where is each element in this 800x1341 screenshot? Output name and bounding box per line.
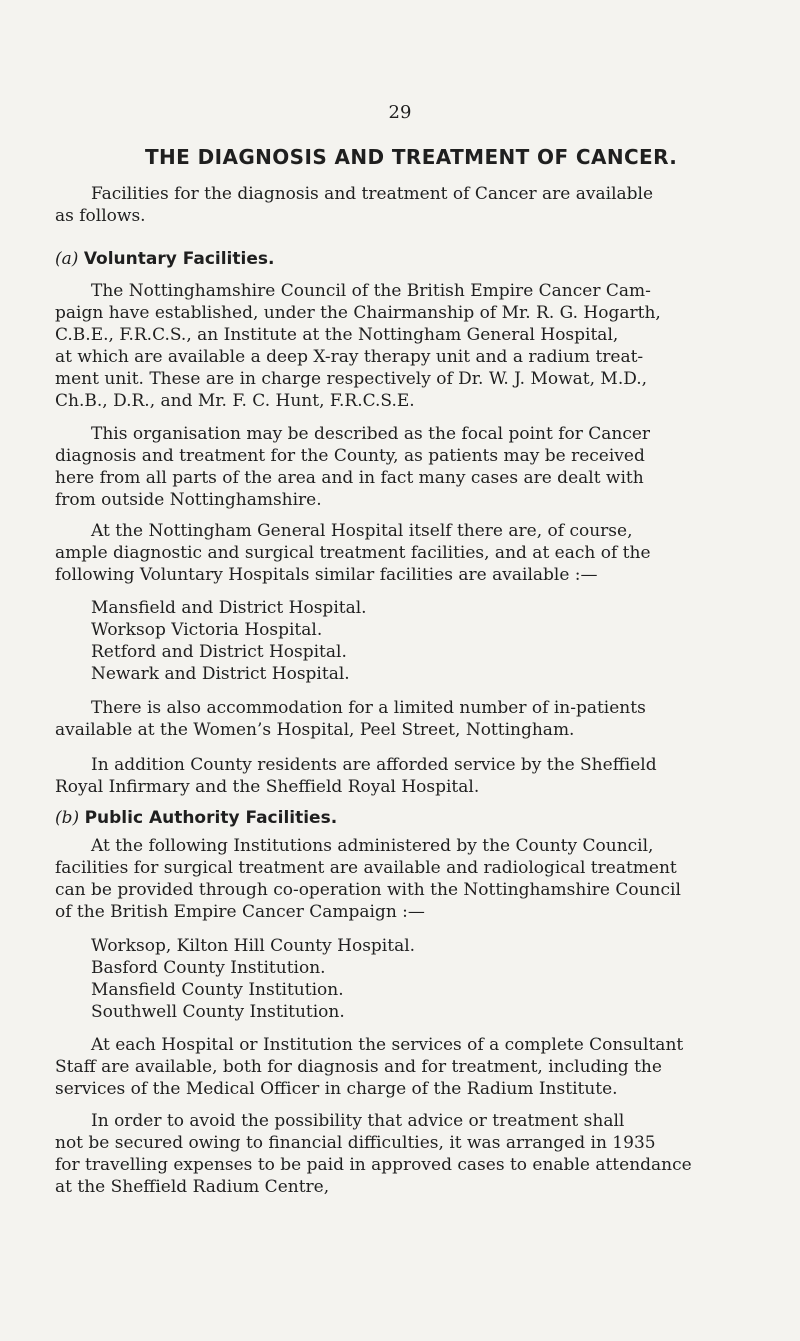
page-number: 29	[388, 102, 412, 123]
intro-paragraph: Facilities for the diagnosis and treatment of Cancer are available as follows.	[55, 184, 654, 226]
section-a-paragraph-2: This organisation may be described as the focal point for Cancer diagnosis and treatment for the County, as patients may be received here from all parts of the area and in fact many cases are dealt with from outside Nottinghamshire.	[55, 424, 651, 510]
voluntary-hospitals-list	[91, 597, 367, 685]
list-item: Worksop Victoria Hospital.	[91, 620, 323, 640]
section-a-letter: (a)	[55, 249, 79, 269]
section-b-heading	[55, 807, 337, 829]
section-b-letter: (b)	[55, 808, 80, 828]
county-institutions-list	[91, 935, 415, 1023]
section-a-heading	[55, 248, 274, 270]
section-a-paragraph-1: The Nottinghamshire Council of the British Empire Cancer Cam- paign have established, under the Chairmanship of Mr. R. G. Hogarth, C.B.E., F.R.C.S., an Institute at the Nottingham General Hospital, at which are available a deep X-ray therapy unit and a radium treat- ment unit. These are in charge respectively of Dr. W. J. Mowat, M.D., Ch.B., D.R., and Mr. F. C. Hunt, F.R.C.S.E.	[55, 281, 661, 411]
section-b-paragraph-1: At the following Institutions administered by the County Council, facilities for surgical treatment are available and radiological treatment can be provided through co-operation with the Nottinghamshire Council of the British Empire Cancer Campaign :—	[55, 836, 681, 922]
section-b-paragraph-2: At each Hospital or Institution the services of a complete Consultant Staff are available, both for diagnosis and for treatment, including the services of the Medical Officer in charge of the Radium Institute.	[55, 1035, 684, 1099]
section-a-label: Voluntary Facilities.	[83, 249, 275, 269]
section-a-paragraph-4: There is also accommodation for a limited number of in-patients available at the Women’s Hospital, Peel Street, Nottingham.	[55, 698, 646, 740]
list-item: Basford County Institution.	[91, 958, 326, 978]
section-a-paragraph-3: At the Nottingham General Hospital itself there are, of course, ample diagnostic and surgical treatment facilities, and at each of the following Voluntary Hospitals similar facilities are available :—	[55, 521, 651, 585]
page-title: THE DIAGNOSIS AND TREATMENT OF CANCER.	[145, 145, 678, 169]
section-b-label: Public Authority Facilities.	[84, 808, 338, 828]
list-item: Mansfield County Institution.	[91, 980, 344, 1000]
list-item: Southwell County Institution.	[91, 1002, 345, 1022]
section-a-paragraph-5: In addition County residents are afforded service by the Sheffield Royal Infirmary and the Sheffield Royal Hospital.	[55, 755, 657, 797]
section-b-paragraph-3: In order to avoid the possibility that advice or treatment shall not be secured owing to financial difficulties, it was arranged in 1935 for travelling expenses to be paid in approved cases to enable attendance at the Sheffield Radium Centre,	[55, 1111, 692, 1197]
list-item: Mansfield and District Hospital.	[91, 598, 367, 618]
list-item: Newark and District Hospital.	[91, 664, 350, 684]
list-item: Worksop, Kilton Hill County Hospital.	[91, 936, 416, 956]
list-item: Retford and District Hospital.	[91, 642, 347, 662]
